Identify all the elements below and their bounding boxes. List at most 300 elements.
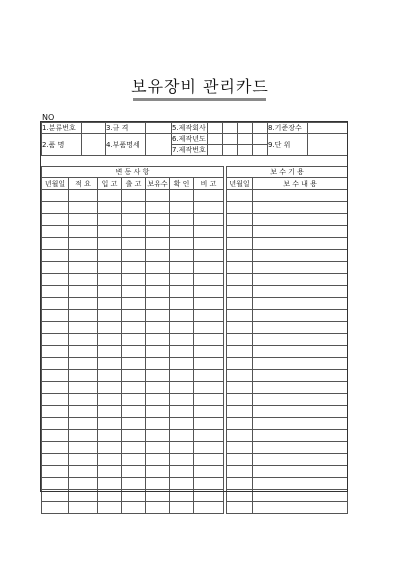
ledger-cell[interactable] [42, 226, 69, 238]
ledger-cell[interactable] [69, 454, 98, 466]
manufacturer-value-1[interactable] [208, 123, 223, 134]
ledger-cell[interactable] [227, 190, 253, 202]
maintenance-content-column-header: 보 수 내 용 [253, 178, 348, 190]
ledger-cell[interactable] [170, 250, 194, 262]
ledger-cell[interactable] [253, 430, 348, 442]
ledger-cell[interactable] [227, 250, 253, 262]
spec-value[interactable] [146, 123, 172, 134]
ledger-cell[interactable] [146, 466, 170, 478]
ledger-cell[interactable] [98, 430, 122, 442]
item-name-value[interactable] [82, 134, 106, 156]
ledger-cell[interactable] [146, 250, 170, 262]
ledger-cell[interactable] [146, 418, 170, 430]
ledger-cell[interactable] [146, 442, 170, 454]
ledger-cell[interactable] [170, 370, 194, 382]
ledger-cell[interactable] [69, 262, 98, 274]
ledger-row [42, 442, 348, 454]
ledger-cell[interactable] [227, 478, 253, 490]
ledger-cell[interactable] [227, 358, 253, 370]
ledger-cell[interactable] [227, 430, 253, 442]
ledger-cell[interactable] [98, 310, 122, 322]
ledger-cell[interactable] [227, 406, 253, 418]
ledger-cell[interactable] [146, 262, 170, 274]
ledger-cell[interactable] [98, 454, 122, 466]
ledger-cell[interactable] [42, 442, 69, 454]
ledger-cell[interactable] [253, 310, 348, 322]
ledger-cell[interactable] [253, 466, 348, 478]
changes-section-header: 변 동 사 항 [42, 167, 224, 178]
ledger-cell[interactable] [42, 310, 69, 322]
ledger-row [42, 382, 348, 394]
ledger-cell[interactable] [69, 226, 98, 238]
ledger-row [42, 466, 348, 478]
ledger-cell[interactable] [194, 262, 224, 274]
ledger-cell[interactable] [42, 382, 69, 394]
ledger-cell[interactable] [98, 394, 122, 406]
manufacture-year-value-1[interactable] [208, 134, 223, 145]
ledger-row [42, 454, 348, 466]
ledger-cell[interactable] [98, 370, 122, 382]
ledger-cell[interactable] [122, 334, 146, 346]
ledger-cell[interactable] [42, 202, 69, 214]
ledger-cell[interactable] [170, 382, 194, 394]
ledger-cell[interactable] [227, 418, 253, 430]
ledger-cell[interactable] [227, 310, 253, 322]
ledger-cell[interactable] [253, 298, 348, 310]
ledger-cell[interactable] [69, 190, 98, 202]
standard-count-label: 8.기준장수 [268, 123, 308, 134]
ledger-cell[interactable] [194, 322, 224, 334]
ledger-cell[interactable] [69, 334, 98, 346]
ledger-cell[interactable] [170, 190, 194, 202]
ledger-cell[interactable] [42, 262, 69, 274]
manufacture-year-value-3[interactable] [238, 134, 253, 145]
ledger-cell[interactable] [42, 334, 69, 346]
ledger-cell[interactable] [253, 454, 348, 466]
ledger-row [42, 310, 348, 322]
ledger-cell[interactable] [170, 442, 194, 454]
ledger-cell[interactable] [42, 430, 69, 442]
ledger-row [42, 346, 348, 358]
ledger-cell[interactable] [42, 406, 69, 418]
ledger-cell[interactable] [146, 190, 170, 202]
ledger-cell[interactable] [98, 190, 122, 202]
ledger-row [42, 226, 348, 238]
ledger-cell[interactable] [194, 226, 224, 238]
ledger-cell[interactable] [42, 322, 69, 334]
ledger-cell[interactable] [42, 418, 69, 430]
ledger-cell[interactable] [170, 394, 194, 406]
ledger-cell[interactable] [42, 370, 69, 382]
ledger-cell[interactable] [98, 298, 122, 310]
ledger-cell[interactable] [146, 322, 170, 334]
ledger-cell[interactable] [253, 274, 348, 286]
ledger-cell[interactable] [227, 226, 253, 238]
ledger-cell[interactable] [194, 394, 224, 406]
ledger-cell[interactable] [122, 322, 146, 334]
ledger-cell[interactable] [98, 262, 122, 274]
ledger-cell[interactable] [98, 382, 122, 394]
ledger-cell[interactable] [146, 226, 170, 238]
ledger-cell[interactable] [170, 238, 194, 250]
ledger-cell[interactable] [194, 238, 224, 250]
ledger-cell[interactable] [227, 274, 253, 286]
manufacturer-value-2[interactable] [223, 123, 238, 134]
ledger-cell[interactable] [98, 286, 122, 298]
ledger-cell[interactable] [227, 286, 253, 298]
ledger-cell[interactable] [253, 334, 348, 346]
ledger-row [42, 430, 348, 442]
ledger-cell[interactable] [170, 490, 194, 502]
ledger-cell[interactable] [69, 286, 98, 298]
serial-no-value-3[interactable] [238, 145, 253, 156]
ledger-cell[interactable] [170, 214, 194, 226]
ledger-row [42, 202, 348, 214]
ledger-cell[interactable] [194, 358, 224, 370]
ledger-cell[interactable] [227, 454, 253, 466]
date-column-header: 년월일 [42, 178, 69, 190]
ledger-cell[interactable] [69, 430, 98, 442]
ledger-cell[interactable] [194, 442, 224, 454]
ledger-cell[interactable] [42, 214, 69, 226]
ledger-cell[interactable] [227, 298, 253, 310]
ledger-cell[interactable] [98, 322, 122, 334]
ledger-cell[interactable] [170, 418, 194, 430]
ledger-cell[interactable] [253, 442, 348, 454]
ledger-cell[interactable] [122, 310, 146, 322]
serial-no-value-1[interactable] [208, 145, 223, 156]
ledger-cell[interactable] [227, 202, 253, 214]
ledger-cell[interactable] [194, 202, 224, 214]
ledger-cell[interactable] [122, 238, 146, 250]
ledger-cell[interactable] [69, 478, 98, 490]
ledger-row [42, 370, 348, 382]
ledger-cell[interactable] [122, 406, 146, 418]
ledger-cell[interactable] [42, 466, 69, 478]
ledger-cell[interactable] [122, 370, 146, 382]
ledger-row [42, 490, 348, 502]
ledger-cell[interactable] [42, 238, 69, 250]
ledger-cell[interactable] [170, 346, 194, 358]
ledger-cell[interactable] [253, 190, 348, 202]
ledger-cell[interactable] [253, 262, 348, 274]
ledger-cell[interactable] [69, 370, 98, 382]
ledger-cell[interactable] [122, 190, 146, 202]
standard-count-value[interactable] [308, 123, 348, 134]
ledger-cell[interactable] [42, 490, 69, 502]
ledger-cell[interactable] [122, 490, 146, 502]
ledger-cell[interactable] [122, 454, 146, 466]
ledger-cell[interactable] [69, 238, 98, 250]
ledger-cell[interactable] [42, 274, 69, 286]
ledger-cell[interactable] [194, 298, 224, 310]
ledger-cell[interactable] [170, 226, 194, 238]
ledger-cell[interactable] [146, 430, 170, 442]
ledger-cell[interactable] [42, 298, 69, 310]
ledger-cell[interactable] [227, 346, 253, 358]
ledger-cell[interactable] [69, 442, 98, 454]
ledger-cell[interactable] [42, 190, 69, 202]
serial-no-value-2[interactable] [223, 145, 238, 156]
ledger-cell[interactable] [227, 334, 253, 346]
ledger-cell[interactable] [253, 286, 348, 298]
ledger-cell[interactable] [170, 502, 194, 514]
ledger-cell[interactable] [146, 238, 170, 250]
ledger-cell[interactable] [194, 214, 224, 226]
ledger-cell[interactable] [69, 250, 98, 262]
ledger-cell[interactable] [227, 238, 253, 250]
ledger-cell[interactable] [170, 274, 194, 286]
ledger-cell[interactable] [42, 286, 69, 298]
ledger-cell[interactable] [194, 250, 224, 262]
ledger-cell[interactable] [146, 370, 170, 382]
ledger-cell[interactable] [170, 286, 194, 298]
ledger-cell[interactable] [69, 490, 98, 502]
ledger-cell[interactable] [146, 502, 170, 514]
ledger-cell[interactable] [253, 214, 348, 226]
inbound-column-header: 입 고 [98, 178, 122, 190]
manufacturer-value-4[interactable] [253, 123, 268, 134]
ledger-cell[interactable] [170, 298, 194, 310]
ledger-cell[interactable] [253, 478, 348, 490]
serial-no-value-4[interactable] [253, 145, 268, 156]
ledger-cell[interactable] [98, 238, 122, 250]
ledger-row [42, 358, 348, 370]
ledger-cell[interactable] [146, 202, 170, 214]
ledger-cell[interactable] [194, 418, 224, 430]
ledger-cell[interactable] [194, 346, 224, 358]
ledger-cell[interactable] [194, 406, 224, 418]
ledger-cell[interactable] [69, 358, 98, 370]
ledger-cell[interactable] [146, 490, 170, 502]
ledger-cell[interactable] [194, 478, 224, 490]
ledger-cell[interactable] [170, 322, 194, 334]
ledger-row [42, 190, 348, 202]
ledger-row [42, 250, 348, 262]
ledger-cell[interactable] [69, 322, 98, 334]
ledger-cell[interactable] [98, 202, 122, 214]
ledger-cell[interactable] [194, 274, 224, 286]
ledger-cell[interactable] [253, 226, 348, 238]
ledger-cell[interactable] [98, 406, 122, 418]
ledger-cell[interactable] [122, 202, 146, 214]
classification-no-label: 1.분류번호 [42, 123, 82, 134]
ledger-cell[interactable] [146, 310, 170, 322]
ledger-cell[interactable] [227, 322, 253, 334]
equipment-info-table [41, 122, 348, 156]
ledger-cell[interactable] [253, 250, 348, 262]
ledger-cell[interactable] [69, 346, 98, 358]
ledger-cell[interactable] [170, 310, 194, 322]
ledger-cell[interactable] [170, 334, 194, 346]
ledger-cell[interactable] [98, 346, 122, 358]
ledger-cell[interactable] [253, 394, 348, 406]
ledger-cell[interactable] [122, 478, 146, 490]
ledger-cell[interactable] [98, 226, 122, 238]
ledger-cell[interactable] [122, 466, 146, 478]
ledger-cell[interactable] [146, 274, 170, 286]
ledger-cell[interactable] [98, 334, 122, 346]
ledger-cell[interactable] [122, 430, 146, 442]
ledger-cell[interactable] [69, 406, 98, 418]
ledger-cell[interactable] [253, 346, 348, 358]
ledger-cell[interactable] [253, 502, 348, 514]
ledger-cell[interactable] [170, 466, 194, 478]
ledger-cell[interactable] [253, 382, 348, 394]
ledger-cell[interactable] [194, 454, 224, 466]
classification-no-value[interactable] [82, 123, 106, 134]
ledger-cell[interactable] [122, 250, 146, 262]
confirm-column-header: 확 인 [170, 178, 194, 190]
ledger-cell[interactable] [98, 250, 122, 262]
unit-label: 9.단 위 [268, 134, 308, 156]
ledger-cell[interactable] [42, 394, 69, 406]
ledger-cell[interactable] [227, 370, 253, 382]
ledger-cell[interactable] [146, 286, 170, 298]
ledger-cell[interactable] [42, 454, 69, 466]
ledger-cell[interactable] [146, 358, 170, 370]
ledger-cell[interactable] [98, 478, 122, 490]
ledger-cell[interactable] [170, 406, 194, 418]
ledger-cell[interactable] [170, 262, 194, 274]
part-name-value[interactable] [146, 134, 172, 156]
title-underline [133, 98, 266, 101]
ledger-cell[interactable] [194, 502, 224, 514]
ledger-cell[interactable] [69, 502, 98, 514]
ledger-cell[interactable] [98, 418, 122, 430]
ledger-cell[interactable] [122, 382, 146, 394]
ledger-cell[interactable] [122, 298, 146, 310]
unit-value[interactable] [308, 134, 348, 156]
ledger-cell[interactable] [69, 418, 98, 430]
ledger-cell[interactable] [69, 202, 98, 214]
ledger-row [42, 238, 348, 250]
ledger-cell[interactable] [122, 394, 146, 406]
ledger-cell[interactable] [122, 346, 146, 358]
ledger-cell[interactable] [146, 214, 170, 226]
ledger-cell[interactable] [42, 502, 69, 514]
ledger-cell[interactable] [170, 478, 194, 490]
ledger-cell[interactable] [146, 394, 170, 406]
ledger-cell[interactable] [122, 214, 146, 226]
ledger-cell[interactable] [194, 286, 224, 298]
ledger-cell[interactable] [69, 298, 98, 310]
ledger-cell[interactable] [194, 190, 224, 202]
ledger-cell[interactable] [227, 466, 253, 478]
ledger-row [42, 262, 348, 274]
maintenance-section-header: 보 수 기 용 [227, 167, 348, 178]
ledger-cell[interactable] [146, 454, 170, 466]
ledger-cell[interactable] [253, 370, 348, 382]
ledger-cell[interactable] [194, 334, 224, 346]
ledger-row [42, 502, 348, 514]
ledger-cell[interactable] [122, 226, 146, 238]
ledger-cell[interactable] [253, 358, 348, 370]
manufacturer-value-3[interactable] [238, 123, 253, 134]
ledger-cell[interactable] [170, 430, 194, 442]
ledger-row [42, 322, 348, 334]
ledger-cell[interactable] [227, 262, 253, 274]
ledger-cell[interactable] [194, 430, 224, 442]
ledger-cell[interactable] [122, 502, 146, 514]
ledger-cell[interactable] [42, 358, 69, 370]
ledger-cell[interactable] [194, 310, 224, 322]
ledger-cell[interactable] [170, 202, 194, 214]
ledger-cell[interactable] [98, 442, 122, 454]
part-name-label: 4.부품명세 [106, 134, 146, 156]
ledger-cell[interactable] [227, 382, 253, 394]
ledger-cell[interactable] [194, 466, 224, 478]
ledger-cell[interactable] [194, 490, 224, 502]
manufacture-year-value-2[interactable] [223, 134, 238, 145]
ledger-cell[interactable] [146, 382, 170, 394]
ledger-cell[interactable] [146, 346, 170, 358]
ledger-row [42, 394, 348, 406]
ledger-cell[interactable] [122, 262, 146, 274]
ledger-cell[interactable] [146, 298, 170, 310]
ledger-cell[interactable] [98, 358, 122, 370]
summary-column-header: 적 요 [69, 178, 98, 190]
manufacture-year-value-4[interactable] [253, 134, 268, 145]
ledger-cell[interactable] [69, 382, 98, 394]
ledger-cell[interactable] [69, 214, 98, 226]
ledger-cell[interactable] [253, 238, 348, 250]
maintenance-date-column-header: 년월일 [227, 178, 253, 190]
ledger-cell[interactable] [227, 214, 253, 226]
ledger-cell[interactable] [146, 478, 170, 490]
page-title: 보유장비 관리카드 [131, 77, 269, 96]
ledger-cell[interactable] [194, 370, 224, 382]
ledger-cell[interactable] [122, 442, 146, 454]
ledger-cell[interactable] [146, 406, 170, 418]
ledger-cell[interactable] [194, 382, 224, 394]
ledger-cell[interactable] [98, 502, 122, 514]
ledger-cell[interactable] [253, 202, 348, 214]
spec-label: 3.규 격 [106, 123, 146, 134]
ledger-cell[interactable] [253, 490, 348, 502]
ledger-cell[interactable] [69, 310, 98, 322]
ledger-cell[interactable] [98, 490, 122, 502]
ledger-cell[interactable] [227, 442, 253, 454]
ledger-cell[interactable] [98, 274, 122, 286]
ledger-cell[interactable] [69, 274, 98, 286]
ledger-cell[interactable] [227, 394, 253, 406]
ledger-cell[interactable] [227, 490, 253, 502]
ledger-cell[interactable] [98, 214, 122, 226]
ledger-cell[interactable] [122, 358, 146, 370]
ledger-row [42, 274, 348, 286]
ledger-cell[interactable] [122, 418, 146, 430]
ledger-cell[interactable] [170, 454, 194, 466]
ledger-cell[interactable] [122, 286, 146, 298]
ledger-cell[interactable] [122, 274, 146, 286]
ledger-cell[interactable] [253, 418, 348, 430]
ledger-cell[interactable] [253, 406, 348, 418]
ledger-cell[interactable] [227, 502, 253, 514]
ledger-cell[interactable] [69, 394, 98, 406]
ledger-row [42, 406, 348, 418]
ledger-cell[interactable] [146, 334, 170, 346]
ledger-row [42, 286, 348, 298]
ledger-cell[interactable] [253, 322, 348, 334]
item-name-label: 2.품 명 [42, 134, 82, 156]
ledger-cell[interactable] [170, 358, 194, 370]
ledger-cell[interactable] [42, 346, 69, 358]
ledger-cell[interactable] [42, 478, 69, 490]
ledger-cell[interactable] [69, 466, 98, 478]
ledger-cell[interactable] [42, 250, 69, 262]
ledger-cell[interactable] [98, 466, 122, 478]
